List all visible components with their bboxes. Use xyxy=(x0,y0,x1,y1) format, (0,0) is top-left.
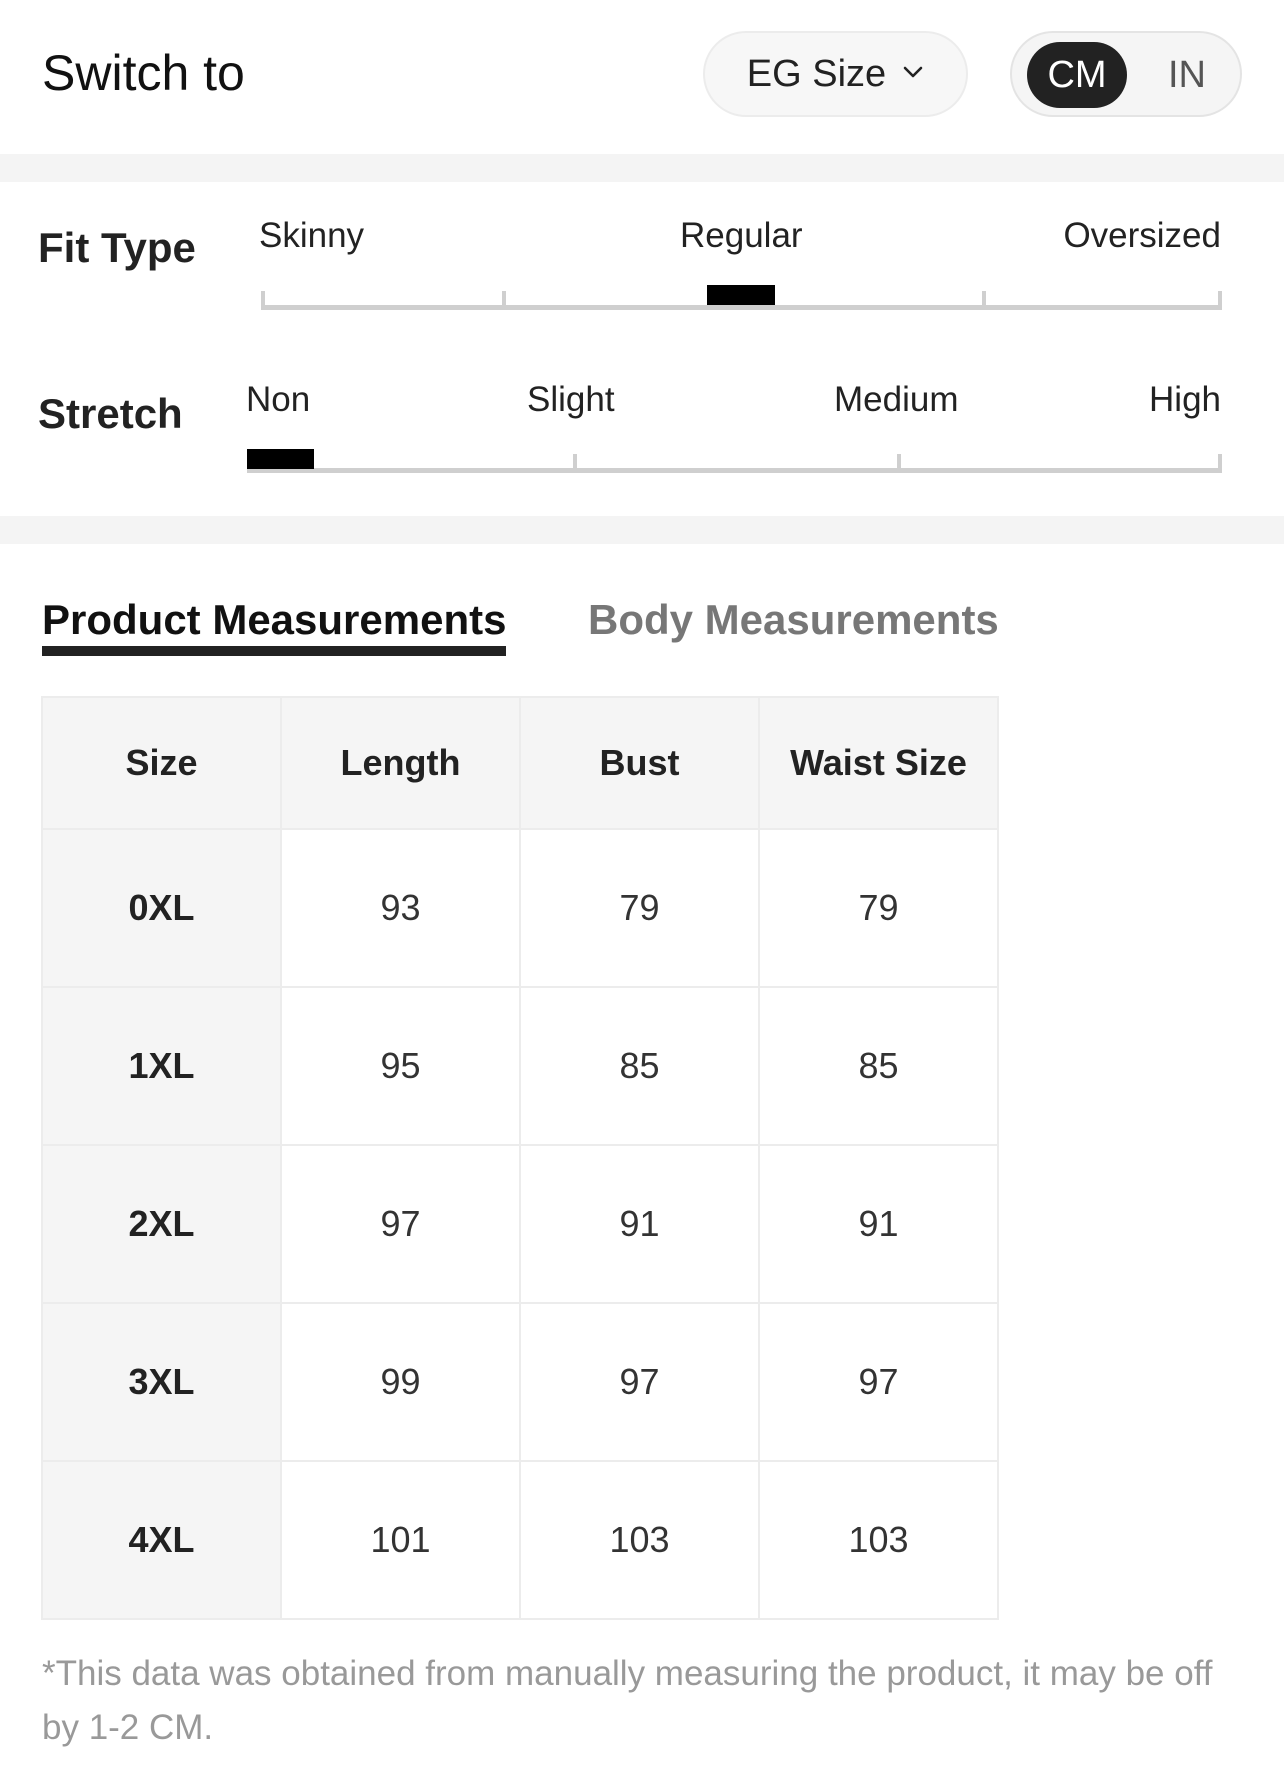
length-cell: 97 xyxy=(281,1145,520,1303)
unit-in-button[interactable]: IN xyxy=(1168,53,1206,96)
stretch-option-slight: Slight xyxy=(527,380,615,419)
fit-option-skinny: Skinny xyxy=(259,216,365,255)
section-divider xyxy=(0,516,1284,544)
stretch-option-high: High xyxy=(1149,380,1221,419)
stretch-option-medium: Medium xyxy=(834,380,959,419)
active-tab-underline xyxy=(42,646,506,656)
tab-body-measurements[interactable]: Body Measurements xyxy=(588,596,999,643)
table-row xyxy=(42,1145,998,1303)
bust-cell: 97 xyxy=(520,1303,759,1461)
size-system-value: EG Size xyxy=(746,52,887,95)
stretch-tick xyxy=(897,454,901,470)
size-cell: 1XL xyxy=(42,987,281,1145)
stretch-marker xyxy=(247,449,314,469)
table-row xyxy=(42,1461,998,1619)
fit-type-tick xyxy=(1218,291,1222,307)
bust-cell: 103 xyxy=(520,1461,759,1619)
length-cell: 93 xyxy=(281,829,520,987)
stretch-tick xyxy=(1218,454,1222,470)
measurement-disclaimer: *This data was obtained from manually measuring the product, it may be off by 1-2 CM. xyxy=(42,1654,1213,1747)
fit-type-track xyxy=(261,305,1222,310)
stretch-track xyxy=(247,468,1222,473)
table-row xyxy=(42,1303,998,1461)
stretch-option-non: Non xyxy=(246,380,311,419)
section-divider xyxy=(0,154,1284,182)
fit-type-title: Fit Type xyxy=(38,224,196,271)
length-cell: 95 xyxy=(281,987,520,1145)
stretch-tick xyxy=(573,454,577,470)
bust-cell: 91 xyxy=(520,1145,759,1303)
waist-size-cell: 85 xyxy=(759,987,998,1145)
column-header-length: Length xyxy=(281,697,520,829)
waist-size-cell: 79 xyxy=(759,829,998,987)
size-cell: 0XL xyxy=(42,829,281,987)
fit-type-marker xyxy=(707,285,775,305)
fit-option-regular: Regular xyxy=(680,216,803,255)
size-cell: 3XL xyxy=(42,1303,281,1461)
table-row xyxy=(42,987,998,1145)
table-header-row xyxy=(42,697,998,829)
size-system-dropdown[interactable] xyxy=(703,31,968,117)
chevron-down-icon xyxy=(902,61,924,83)
tab-product-measurements[interactable]: Product Measurements xyxy=(42,596,507,643)
column-header-bust: Bust xyxy=(520,697,759,829)
fit-type-tick xyxy=(502,291,506,307)
waist-size-cell: 103 xyxy=(759,1461,998,1619)
bust-cell: 79 xyxy=(520,829,759,987)
fit-type-tick xyxy=(982,291,986,307)
table-row xyxy=(42,829,998,987)
column-header-waist-size: Waist Size xyxy=(759,697,998,829)
unit-toggle xyxy=(1010,31,1242,117)
size-cell: 4XL xyxy=(42,1461,281,1619)
fit-option-oversized: Oversized xyxy=(1063,216,1221,255)
fit-type-tick xyxy=(261,291,265,307)
measurements-table xyxy=(41,696,999,1620)
waist-size-cell: 97 xyxy=(759,1303,998,1461)
length-cell: 99 xyxy=(281,1303,520,1461)
bust-cell: 85 xyxy=(520,987,759,1145)
stretch-title: Stretch xyxy=(38,390,183,437)
size-cell: 2XL xyxy=(42,1145,281,1303)
length-cell: 101 xyxy=(281,1461,520,1619)
column-header-size: Size xyxy=(42,697,281,829)
unit-cm-button[interactable]: CM xyxy=(1027,42,1127,108)
switch-to-label: Switch to xyxy=(42,45,245,101)
size-guide-header xyxy=(0,0,1284,154)
waist-size-cell: 91 xyxy=(759,1145,998,1303)
